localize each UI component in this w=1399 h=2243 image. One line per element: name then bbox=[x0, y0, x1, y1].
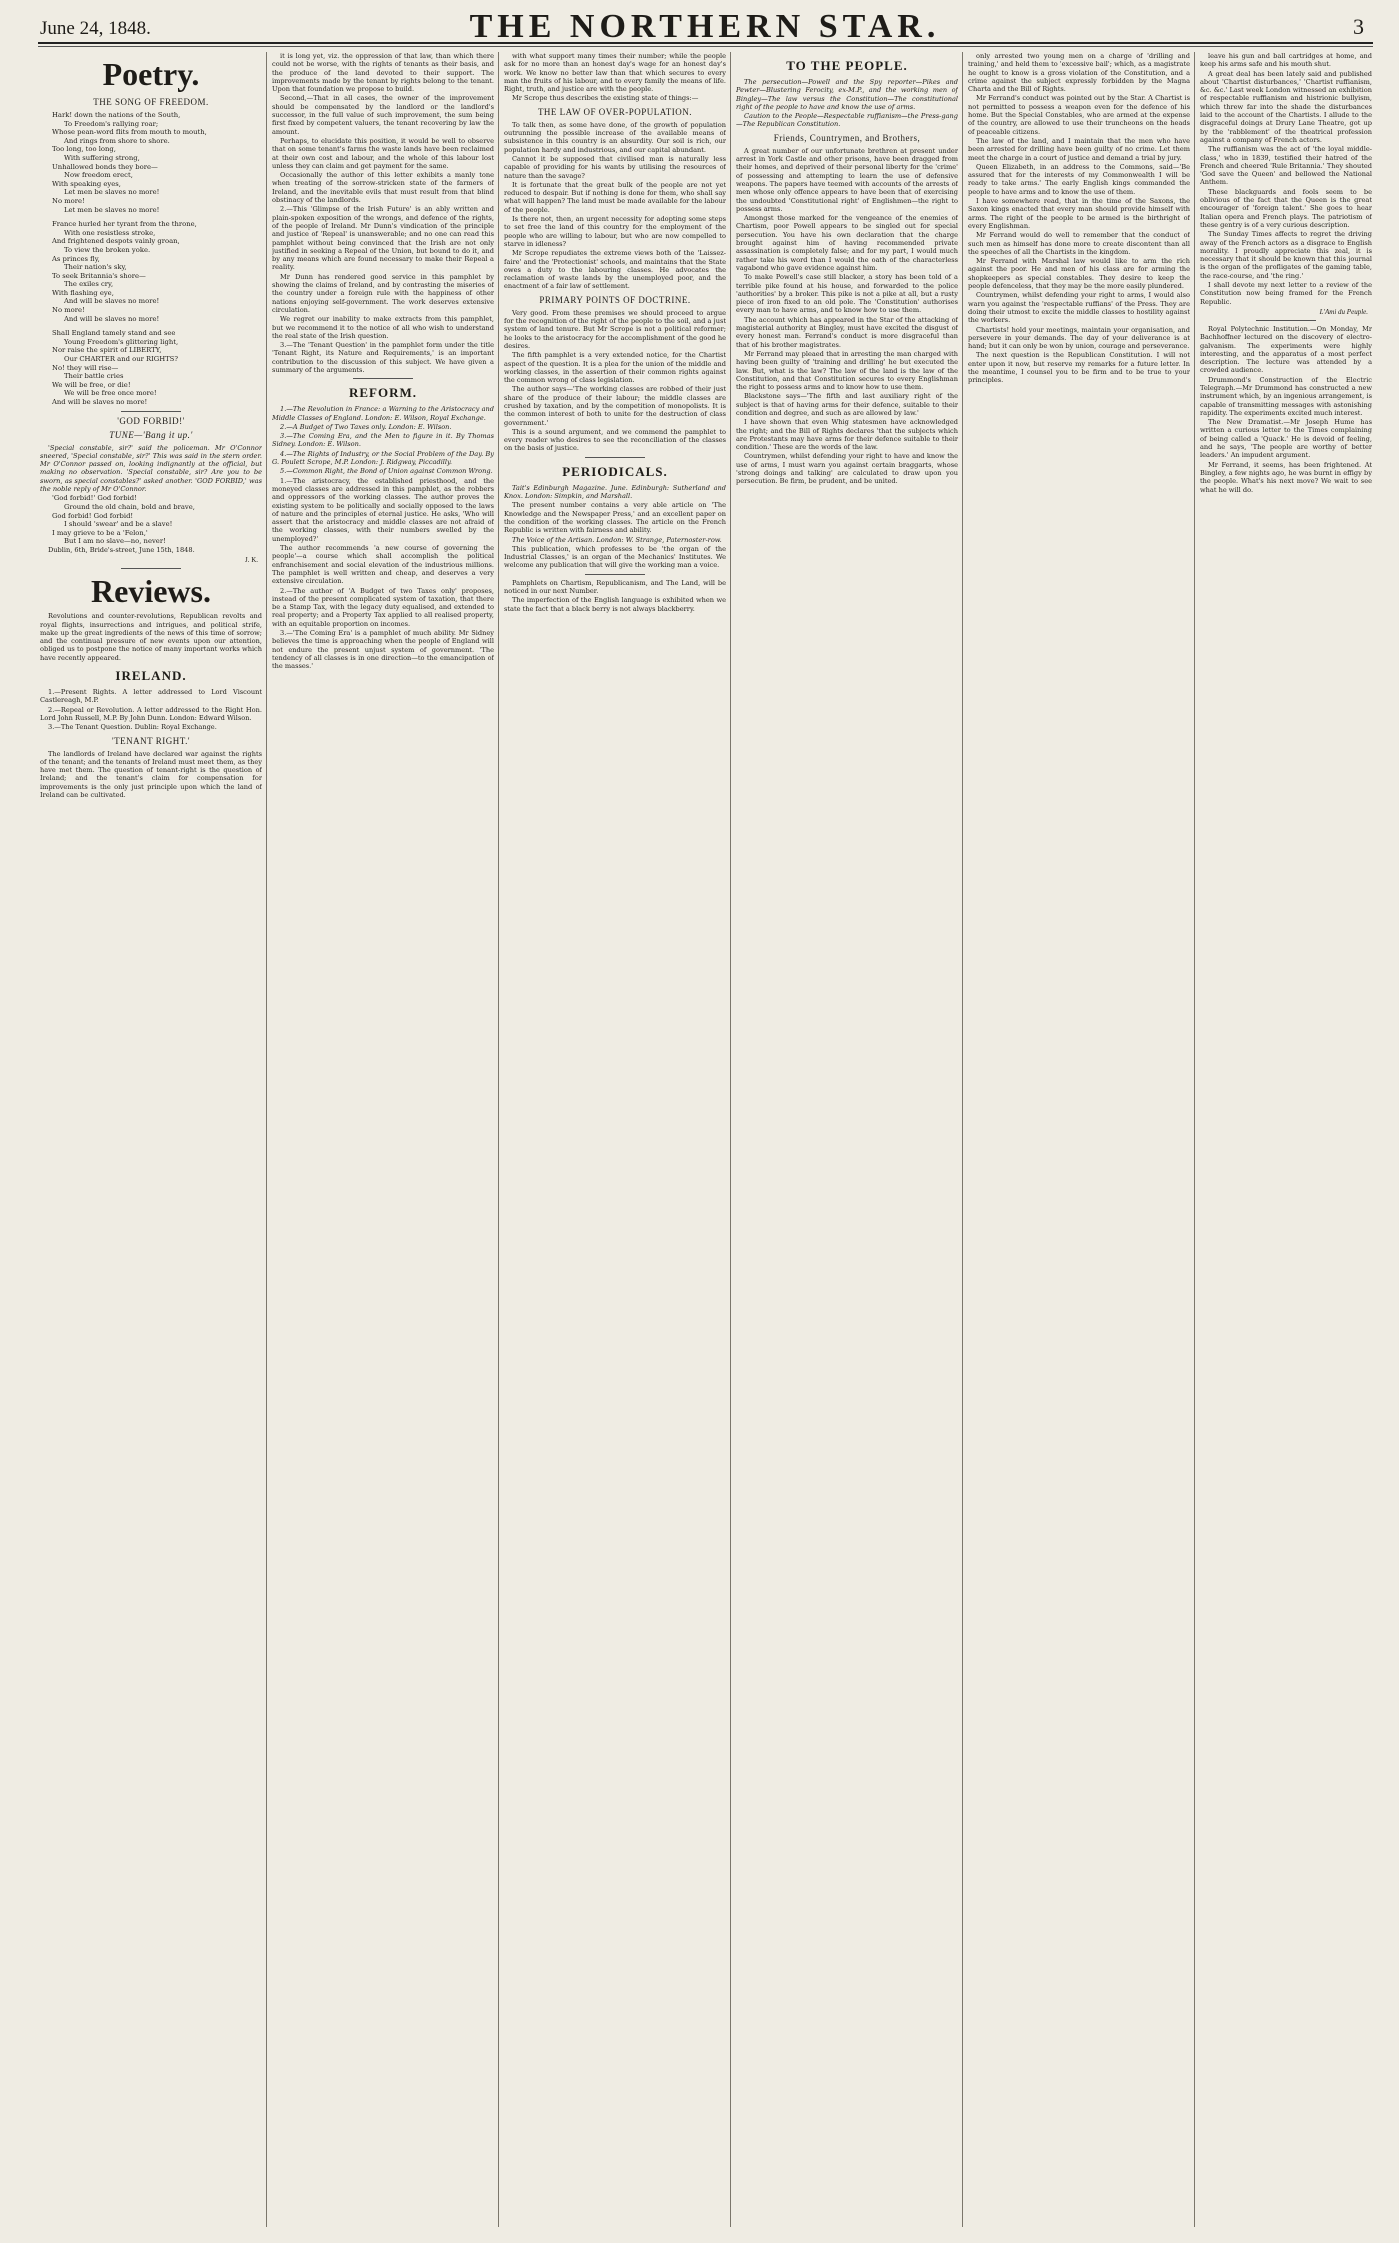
verse-line: Now freedom erect, bbox=[64, 171, 133, 180]
review-item: 4.—The Rights of Industry, or the Social Problem of the Day. By G. Poulett Scrope, M.P. London: J. Ridgway, Piccadilly. bbox=[272, 449, 494, 467]
paragraph: The present number contains a very able article on 'The Knowledge and the Newspaper Press,' and an excellent paper on the condition of the working classes. The article on the French Republic is written with fairness and ability. bbox=[504, 501, 726, 535]
paragraph: I have somewhere read, that in the time of the Saxons, the Saxon kings enacted that every man should provide himself with arms. The right of the people to be armed is the birthright of every Englishman. bbox=[968, 197, 1190, 230]
review-item: 3.—The Coming Era, and the Men to figure in it. By Thomas Sidney. London: E. Wilson. bbox=[272, 432, 494, 449]
paragraph: Mr Ferrand, it seems, has been frightened. At Bingley, a few nights ago, he was burnt in effigy by the people. What's his next move? We wait to see what he will do. bbox=[1200, 460, 1372, 494]
divider bbox=[585, 574, 645, 575]
divider bbox=[353, 378, 413, 379]
verse-line: No more! bbox=[52, 306, 85, 315]
review-item: 3.—The Tenant Question. Dublin: Royal Exchange. bbox=[48, 723, 217, 732]
verse-line: Nor raise the spirit of LIBERTY, bbox=[52, 346, 162, 355]
paragraph: The imperfection of the English language is exhibited when we state the fact that a black berry is not always blackberry. bbox=[504, 596, 726, 613]
masthead-rule bbox=[38, 42, 1373, 44]
verse-line: Too long, too long, bbox=[52, 145, 116, 154]
verse-line: Young Freedom's glittering light, bbox=[64, 337, 179, 346]
paragraph: The next question is the Republican Constitution. I will not enter upon it now, but reserve my remarks for a future letter. In the meantime, I counsel you to be firm and to be true to your principles. bbox=[968, 351, 1190, 385]
paragraph: Is there not, then, an urgent necessity for adopting some steps to set free the land of this country for the employment of the people who are willing to labour, but who are now compelled to starve in idleness? bbox=[504, 215, 726, 248]
review-item: 5.—Common Right, the Bond of Union against Common Wrong. bbox=[280, 467, 493, 476]
verse-line: Ground the old chain, bold and brave, bbox=[64, 502, 195, 511]
verse-line: Hark! down the nations of the South, bbox=[52, 111, 181, 119]
divider bbox=[585, 457, 645, 458]
paragraph: it is long yet, viz. the oppression of that law, than which there could not be worse, with the rights of tenants as their basis, and the produce of the land devoted to their support. The improvements made by the tenant by rights belong to the tenant. Upon that foundation we propose to build. bbox=[272, 52, 494, 94]
paragraph: To make Powell's case still blacker, a story has been told of a terrible pike found at his house, and forwarded to the police 'authorities' by a broker. This pike is not a pike at all, but a rusty piece of iron fixed to an old pole. The 'Constitution' authorises every man to have arms, and to know how to use them. bbox=[736, 273, 958, 315]
subheading: THE LAW OF OVER-POPULATION. bbox=[537, 106, 693, 117]
verse-line: Let men be slaves no more! bbox=[64, 205, 160, 214]
subsection-title-periodicals: PERIODICALS. bbox=[562, 463, 668, 479]
column-divider bbox=[962, 52, 963, 2227]
paragraph: I have shown that even Whig statesmen have acknowledged the right; and the Bill of Rights declares 'that the subjects which are Protestants may have arms for their defence suitable to their condition.' These are the words of the law. bbox=[736, 418, 958, 452]
paragraph: Countrymen, whilst defending your right to arms, I would also warn you against the 'respectable ruffians' of the Press. They are doing their utmost to excite the middle classes to hostility against the workers. bbox=[968, 291, 1190, 325]
paragraph: 3.—'The Coming Era' is a pamphlet of much ability. Mr Sidney believes the time is approaching when the people of England will not endure the present unjust system of government. 'The tendency of all classes is in one direction—to the emancipation of the masses.' bbox=[272, 629, 494, 671]
paragraph: The Sunday Times affects to regret the driving away of the French actors as a disgrace to English morality. I proudly appreciate this zeal, it is necessary that it should be known that this journal is the organ of the profligates of the gaming table, the race-course, and 'the ring.' bbox=[1200, 230, 1372, 280]
paragraph: 3.—The 'Tenant Question' in the pamphlet form under the title 'Tenant Right, its Nature and Requirements,' is an important contribution to the discussion of this subject. We have given a summary of the arguments. bbox=[272, 341, 494, 374]
paragraph: This is a sound argument, and we commend the pamphlet to every reader who desires to see the reconciliation of the classes on the basis of justice. bbox=[504, 427, 726, 453]
section-title-reviews: Reviews. bbox=[91, 573, 211, 610]
paragraph: The author recommends 'a new course of governing the people'—a course which shall accomplish the political enfranchisement and social elevation of the industrious millions. The pamphlet is well written and cheap, and deserves a very extensive circulation. bbox=[272, 544, 494, 586]
paragraph: Perhaps, to elucidate this position, it would be well to observe that on some tenant's farms the waste lands have been reclaimed at their own cost and labour, and the whole of this labour lost unless they can claim and get payment for the same. bbox=[272, 136, 494, 170]
paragraph: The fifth pamphlet is a very extended notice, for the Chartist aspect of the question. It is a plea for the union of the middle and working classes, in the assertion of their common rights against the common wrong of class legislation. bbox=[504, 351, 726, 385]
column-divider bbox=[498, 52, 499, 2227]
verse-line: We will be free, or die! bbox=[52, 380, 131, 389]
verse-line: And rings from shore to shore. bbox=[64, 136, 170, 145]
masthead bbox=[40, 2, 1370, 45]
paragraph: Amongst those marked for the vengeance of the enemies of Chartism, poor Powell appears to be singled out for special persecution. You have his own declaration that the charge brought against him of having recommended private assassination is completely false; and for my part, I would much rather take his word than I would the oath of the characterless vagabond who gave evidence against him. bbox=[736, 214, 958, 272]
verse-line: To Freedom's rallying roar; bbox=[64, 119, 159, 128]
paragraph: Mr Ferrand may pleaed that in arresting the man charged with having been guilty of 'training and drilling' he but executed the law. But, what is the law? The law of the land is the law of the Constitution, and that Constitution secures to every Englishman the right to possess arms and to know how to use them. bbox=[736, 349, 958, 392]
notice: Pamphlets on Chartism, Republicanism, and The Land, will be noticed in our next Number. bbox=[504, 578, 726, 596]
paragraph: Chartists! hold your meetings, maintain your organisation, and persevere in your demands. The day of your deliverance is at hand; but it can only be won by union, courage and perseverance. bbox=[968, 325, 1190, 351]
paragraph: Tait's Edinburgh Magazine. June. Edinburgh: Sutherland and Knox. London: Simpkin, and Marshall. bbox=[504, 483, 726, 501]
signature: J. K. bbox=[244, 556, 258, 565]
paragraph: 1.—The aristocracy, the established priesthood, and the moneyed classes are addressed in this pamphlet, as the robbers and oppressors of the working classes. The author proves the existing system to be politically and socially opposed to the laws of nature and the principles of eternal justice. He asks, 'Who will assert that the aristocracy and middle classes are not afraid of the working classes, with their numbers swelled by the unemployed?' bbox=[272, 476, 494, 543]
divider bbox=[1256, 320, 1316, 321]
paragraph: The New Dramatist.—Mr Joseph Hume has written a curious letter to the Times complaining of being called a 'Quack.' He is devoid of feeling, and he says, 'The people are worthy of better leaders.' An impudent argument. bbox=[1200, 418, 1372, 460]
paragraph: The law of the land, and I maintain that the men who have been arrested for drilling have been guilty of no crime. Let them meet the charge in a court of justice and demand a trial by jury. bbox=[968, 136, 1190, 162]
paragraph: Cannot it be supposed that civilised man is naturally less capable of providing for his wants by utilising the resources of nature than the savage? bbox=[504, 154, 726, 180]
paragraph: The landlords of Ireland have declared war against the rights of the tenant; and the tenants of Ireland must meet them, as they have met them. The question of tenant-right is the question of Ireland; and the tenant's claim for compensation for improvements is the only just principle upon which the land of Ireland can be cultivated. bbox=[40, 749, 262, 799]
subsection-title-tenant: 'TENANT RIGHT.' bbox=[112, 735, 190, 746]
salutation: Friends, Countrymen, and Brothers, bbox=[773, 132, 921, 143]
paragraph: It is fortunate that the great bulk of the people are not yet reduced to despair. But if nothing is done for them, who shall say what will happen? The land must be made available for the labour of the people. bbox=[504, 180, 726, 214]
divider bbox=[121, 568, 181, 569]
paragraph: Very good. From these premises we should proceed to argue for the recognition of the right of the people to the soil, and a just system of land tenure. But Mr Scrope is not a political reformer; he looks to the aristocracy for the accomplishment of the good he desires. bbox=[504, 308, 726, 350]
paragraph: Mr Ferrand would do well to remember that the conduct of such men as himself has done more to create discontent than all the speeches of all the Chartists in the kingdom. bbox=[968, 231, 1190, 256]
verse-line: To seek Britannia's shore— bbox=[52, 271, 146, 280]
verse-line: With one resistless stroke, bbox=[64, 228, 156, 237]
paragraph: Mr Ferrand's conduct was pointed out by the Star. A Chartist is not permitted to possess a weapon even for the defence of his home. But the Special Constables, who are armed at the expense of the country, are allowed to use their truncheons on the heads of peaceable citizens. bbox=[968, 94, 1190, 136]
poem-title: THE SONG OF FREEDOM. bbox=[93, 97, 209, 107]
divider bbox=[121, 411, 181, 412]
column-6 bbox=[1200, 52, 1372, 2227]
column-5 bbox=[968, 52, 1190, 2227]
column-1 bbox=[40, 52, 262, 2227]
paragraph: Blackstone says—'The fifth and last auxiliary right of the subject is that of having arms for their defence, suitable to their condition and degree, and such as are allowed by law.' bbox=[736, 392, 958, 417]
verse-line: To view the broken yoke. bbox=[64, 245, 151, 254]
column-divider bbox=[266, 52, 267, 2227]
verse-line: I should 'swear' and be a slave! bbox=[64, 520, 173, 529]
review-item: 2.—Repeal or Revolution. A letter addressed to the Right Hon. Lord John Russell, M.P. By John Dunn. London: Edward Wilson. bbox=[40, 705, 262, 722]
verse-line: Our CHARTER and our RIGHTS? bbox=[64, 355, 178, 364]
verse-line: As princes fly, bbox=[52, 254, 100, 263]
section-title-poetry: Poetry. bbox=[102, 56, 200, 92]
review-item: 2.—A Budget of Two Taxes only. London: E. Wilson. bbox=[280, 422, 452, 431]
paragraph: The ruffianism was the act of 'the loyal middle-class,' who in 1839, testified their hatred of the French and cheered 'Rule Britannia.' They shouted 'God save the Queen' and bellowed the National Anthem. bbox=[1200, 145, 1372, 187]
article-heading: TO THE PEOPLE. bbox=[786, 58, 908, 73]
paragraph: The Voice of the Artisan. London: W. Strange, Paternoster-row. bbox=[512, 535, 722, 544]
newspaper-title: THE NORTHERN STAR. bbox=[469, 8, 941, 45]
verse-line: No more! bbox=[52, 196, 85, 205]
paragraph: Mr Scrope thus describes the existing state of things:— bbox=[512, 94, 699, 103]
paragraph: Queen Elizabeth, in an address to the Commons, said—'Be assured that for the interests of my Commonwealth I will be ready to take arms.' The early English kings commanded the people to have arms and to know the use of them. bbox=[968, 162, 1190, 196]
poem-stanza bbox=[40, 329, 262, 406]
verse-line: With speaking eyes, bbox=[52, 179, 121, 188]
paragraph: with what support many times their number; while the people ask for no more than an honest day's wage for an honest day's work. We know no better law than that which secures to every man the fruits of his labour, and to every family the means of life. Right, truth, and justice are with the people. bbox=[504, 52, 726, 94]
paragraph: A great deal has been lately said and published about 'Chartist disturbances,' 'Chartist ruffianism, &c. &c.' Last week London witnessed an exhibition of respectable ruffianism and histrionic bullyism, which threw far into the shade the disturbances laid to the account of the Chartists. I allude to the disgraceful doings at Drury Lane Theatre, got up by the 'rabblement' of the theatrical profession against a company of French actors. bbox=[1200, 69, 1372, 144]
verse-line: Shall England tamely stand and see bbox=[52, 329, 176, 338]
page-number: 3 bbox=[1353, 14, 1364, 39]
paragraph: Second,—That in all cases, the owner of the improvement should be compensated by the landlord or the landlord's successor, in the full value of such improvement, the sum being first fixed by competent valuers, the tenant recovering by law the amount. bbox=[272, 94, 494, 136]
paragraph: Drummond's Construction of the Electric Telegraph.—Mr Drummond has constructed a new instrument which, by an ingenious arrangement, is capable of transmitting messages with astonishing rapidity. The experiments excited much interest. bbox=[1200, 375, 1372, 417]
paragraph: The author says—'The working classes are robbed of their just share of the produce of their labour; the middle classes are crushed by taxation, and by the competition of monopolists. It is the common interest of both to unite for the destruction of class government.' bbox=[504, 385, 726, 427]
review-item: 1.—Present Rights. A letter addressed to Lord Viscount Castlereagh, M.P. bbox=[40, 688, 262, 705]
paragraph: Mr Ferrand with Marshal law would like to arm the rich against the poor. He and men of his class are for arming the shopkeepers as special constables. They desire to keep the people defenceless, that they may be the more easily plundered. bbox=[968, 257, 1190, 291]
tune-line: TUNE—'Bang it up.' bbox=[109, 429, 193, 440]
paragraph: Revolutions and counter-revolutions, Republican revolts and royal flights, insurrections and intrigues, and political strife, make up the great ingredients of the news of this time of sorrow; and the continual pressure of new events upon our attention, obliged us to postpone the notice of many important works which have recently appeared. bbox=[40, 612, 262, 662]
masthead-rule-thin bbox=[38, 46, 1373, 47]
review-item: 1.—The Revolution in France: a Warning to the Aristocracy and Middle Classes of England. London: E. Wilson, Royal Exchange. bbox=[272, 405, 494, 422]
column-divider bbox=[730, 52, 731, 2227]
paragraph: Royal Polytechnic Institution.—On Monday, Mr Bachhoffner lectured on the discovery of electro-galvanism. The experiments were highly interesting, and the apparatus of a most perfect description. The lecture was attended by a crowded audience. bbox=[1200, 324, 1372, 375]
verse-line: With flashing eye, bbox=[52, 288, 114, 297]
paragraph: We regret our inability to make extracts from this pamphlet, but we recommend it to the notice of all who wish to understand the real state of the Irish question. bbox=[272, 315, 494, 340]
poem-stanza bbox=[40, 494, 262, 546]
paragraph: Occasionally the author of this letter exhibits a manly tone when treating of the sorrow-stricken state of the farmers of Ireland, and the inevitable evils that must result from that blind obstinacy of the landlords. bbox=[272, 171, 494, 205]
article-subheading: The persecution—Powell and the Spy reporter—Pikes and Pewter—Blustering Ferocity, ex-M.P., and the working men of Bingley—The law versus the Constitution—The constitutional right of the people to have and know the use of arms. bbox=[736, 78, 958, 111]
paragraph: 2.—The author of 'A Budget of two Taxes only' proposes, instead of the present complicated system of taxation, that there be a Stamp Tax, with the legacy duty equalised, and extended to real property; and a Property Tax applied to all realised property, with an equitable proportion on incomes. bbox=[272, 586, 494, 628]
paragraph: Mr Dunn has rendered good service in this pamphlet by showing the claims of Ireland, and by contrasting the miseries of the country under a foreign rule with the happiness of other nations enjoying self-government. The work deserves extensive circulation. bbox=[272, 272, 494, 314]
paragraph: 2.—This 'Glimpse of the Irish Future' is an ably written and plain-spoken exposition of the wrongs, and defence of the rights, of the people of Ireland. Mr Dunn's vindication of the principle and justice of 'Repeal' is unanswerable; and no one can read this pamphlet without being convinced that the Irish are not only justified in seeking a Repeal of the Union, but bound to do it, and by any means which are found necessary to make their Repeal a reality. bbox=[272, 205, 494, 272]
column-divider bbox=[1194, 52, 1195, 2227]
paragraph: leave his gun and ball cartridges at home, and keep his arms safe and his mouth shut. bbox=[1200, 52, 1372, 69]
verse-line: But I am no slave—no, never! bbox=[64, 537, 166, 546]
verse-line: 'God forbid!' God forbid! bbox=[52, 494, 137, 503]
paragraph: This publication, which professes to be 'the organ of the Industrial Classes,' is an organ of the Mechanics' Institutes. We welcome any publication that will give the working man a voice. bbox=[504, 544, 726, 570]
subsection-title-reform: REFORM. bbox=[348, 385, 418, 401]
verse-line: No! they will rise— bbox=[52, 363, 119, 372]
verse-line: Whose pean-word flits from mouth to mouth, bbox=[52, 128, 207, 137]
verse-line: Unhallowed bonds they bore— bbox=[52, 162, 158, 171]
paragraph: Countrymen, whilst defending your right to have and know the use of arms, I must warn you against certain braggarts, whose 'strong doings and talking' are calculated to draw upon you persecution. Be firm, be prudent, and be united. bbox=[736, 452, 958, 486]
issue-date: June 24, 1848. bbox=[40, 18, 151, 39]
column-2 bbox=[272, 52, 494, 2227]
paragraph: The account which has appeared in the Star of the attacking of magisterial authority at Bingley, must have excited the disgust of every honest man. Ferrand's conduct is more disgraceful than that of his brother magistrates. bbox=[736, 315, 958, 349]
verse-line: With suffering strong, bbox=[64, 153, 140, 162]
verse-line: And will be slaves no more! bbox=[64, 314, 160, 323]
signature: L'Ami du Peuple. bbox=[1319, 307, 1368, 316]
verse-line: We will be free once more! bbox=[64, 389, 157, 398]
paragraph: To talk then, as some have done, of the growth of population outrunning the possible increase of the available means of subsistence in this country is an absurdity. Our soil is rich, our population hardy and industrious, and our capital abundant. bbox=[504, 120, 726, 154]
subheading: PRIMARY POINTS OF DOCTRINE. bbox=[539, 294, 691, 305]
column-4 bbox=[736, 52, 958, 2227]
verse-line: The exiles cry, bbox=[64, 280, 114, 289]
verse-line: And will be slaves no more! bbox=[52, 398, 148, 406]
column-3 bbox=[504, 52, 726, 2227]
dateline: Dublin, 6th, Bride's-street, June 15th, 1848. bbox=[48, 545, 195, 554]
subsection-title-ireland: IRELAND. bbox=[115, 668, 187, 684]
poem-stanza bbox=[40, 220, 262, 323]
verse-line: Let men be slaves no more! bbox=[64, 188, 160, 197]
paragraph: Mr Scrope repudiates the extreme views both of the 'Laissez-faire' and the 'Protectionist' schools, and maintains that the State owes a duty to the labouring classes. He advocates the reclamation of waste lands by the unemployed poor, and the enactment of a fair law of settlement. bbox=[504, 249, 726, 291]
poem-stanza bbox=[40, 111, 262, 214]
paragraph: I shall devote my next letter to a review of the Constitution now being framed for the French Republic. bbox=[1200, 281, 1372, 306]
verse-line: And will be slaves no more! bbox=[64, 297, 160, 306]
refrain-title: 'GOD FORBID!' bbox=[117, 415, 185, 426]
paragraph: A great number of our unfortunate brethren at present under arrest in York Castle and other prisons, have been dragged from their homes, and deprived of their personal liberty for the 'crime' of possessing and attempting to learn the use of defensive weapons. The papers have teemed with accounts of the arrests of men whose only offence appears to have been that of exercising the undoubted 'Constitutional right' of Englishmen—the right to possess arms. bbox=[736, 146, 958, 213]
verse-line: God forbid! God forbid! bbox=[52, 511, 134, 520]
verse-line: And frightened despots vainly groan, bbox=[52, 237, 180, 246]
paragraph: 'Special constable, sir?' said the policeman. Mr O'Connor sneered, 'Special constable, sir?' This was said in the stern order. Mr O'Connor passed on, looking indignantly at the official, but making no observation. 'Special constable, sir? Are you to be sworn, as special constables?' asked another. 'GOD FORBID,' was the noble reply of Mr O'Connor. bbox=[40, 443, 262, 494]
verse-line: Their battle cries bbox=[64, 372, 124, 381]
verse-line: France hurled her tyrant from the throne, bbox=[52, 220, 197, 229]
verse-line: I may grieve to be a 'Felon,' bbox=[52, 528, 148, 537]
article-subheading: Caution to the People—Respectable ruffianism—the Press-gang—The Republican Constitution. bbox=[736, 112, 958, 129]
paragraph: These blackguards and fools seem to be oblivious of the fact that the Queen is the great encourager of 'foreign talent.' She goes to hear Italian opera and French plays. The patriotism of these gentry is of a very curious description. bbox=[1200, 187, 1372, 229]
verse-line: Their nation's sky, bbox=[64, 263, 127, 272]
paragraph: only arrested two young men on a charge of 'drilling and training,' and held them to 'excessive bail'; which, as a magistrate he ought to know is a gross violation of the Constitution, and a crime against the subject expressly forbidden by the Magna Charta and the Bill of Rights. bbox=[968, 52, 1190, 94]
